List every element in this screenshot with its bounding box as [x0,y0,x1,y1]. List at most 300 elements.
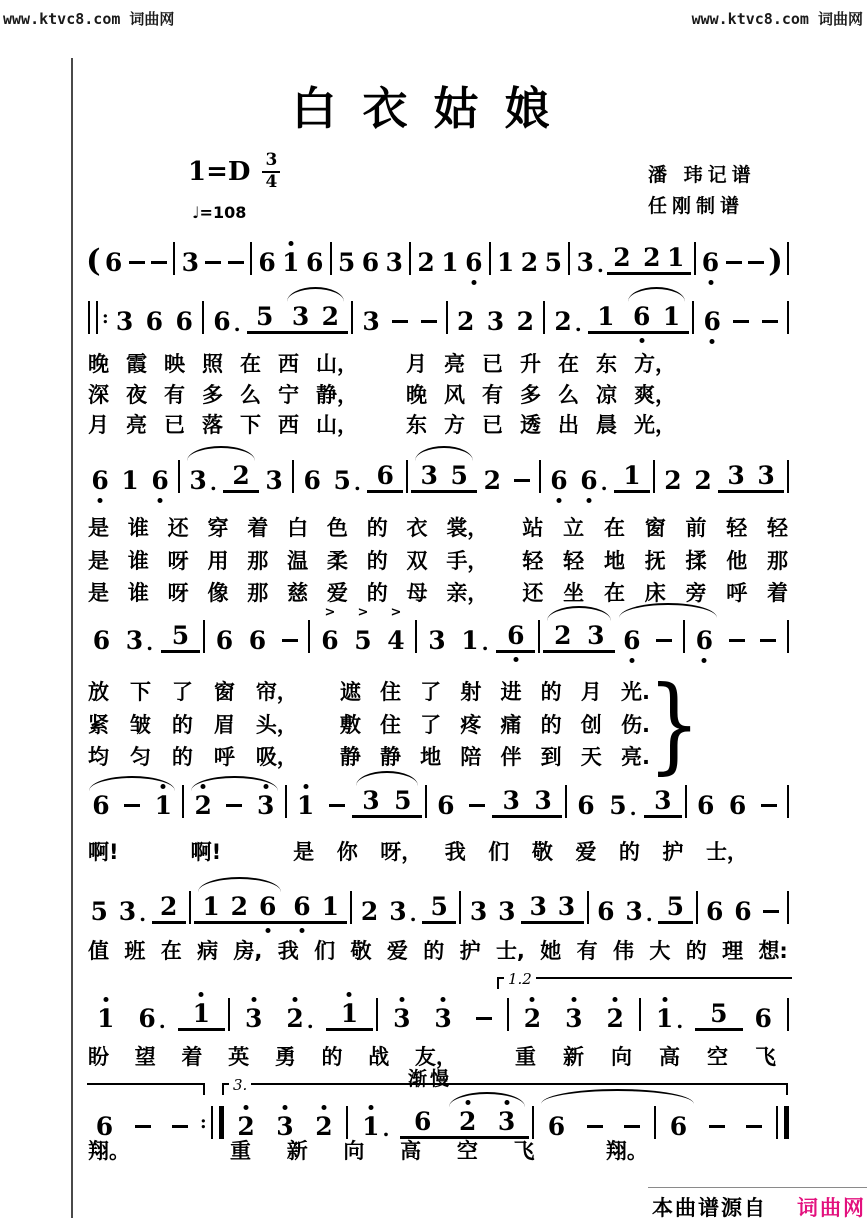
note-digit-wrap [341,1001,358,1026]
lyric-syllable: 在 [603,581,625,605]
lyric-phrase [88,516,488,540]
lyric-phrase [406,383,676,407]
note [346,605,379,655]
lyric-syllable: 大 [649,939,671,963]
note [403,1109,442,1134]
barline [203,620,205,653]
note-digit: 3 [529,892,547,921]
note-digit: 5 [666,892,685,921]
note-digit: 6 [91,466,109,495]
note-digit-wrap [362,788,379,813]
lyric-syllable: 静， [316,383,358,407]
eighth-underline-group [194,894,285,924]
lyric-syllable: 的 [685,939,707,963]
note-digit: 3 [125,626,144,655]
note-digit-wrap [393,1006,410,1031]
note-digit: 6 [728,791,747,820]
octave-dot-above [199,992,204,997]
lyric-syllable: 着 [247,516,269,540]
note-digit: 6 [376,461,394,490]
note-digit: 3 [502,786,520,815]
lyric-syllable: 值 [88,939,109,963]
barline [446,301,448,334]
duration-dash [514,479,530,482]
note-digit-wrap [554,623,571,648]
duration-dash [421,320,437,323]
note-digit-wrap [609,793,626,818]
lyric-syllable: 她 [540,939,562,963]
lyric-syllable: 在 [558,352,579,376]
note-digit: 3 [625,897,643,926]
lyric-syllable: 盼 [88,1045,109,1069]
note-digit-wrap [146,309,163,334]
note-digit-wrap [667,894,684,919]
lyric-row [88,352,676,376]
barline [543,301,545,334]
lyric-syllable: 是 [88,549,109,573]
barline [459,891,461,924]
note-digit-wrap [625,899,642,924]
lyric-syllable: 理 [722,939,744,963]
augmentation-dot: . [676,1009,684,1033]
note [494,250,518,275]
note-digit-wrap [428,628,445,653]
music-line-7 [85,997,792,1031]
note-digit: 1 [597,302,615,331]
lyric-syllable: 匀 [129,745,151,769]
eighth-underline-group [326,1001,373,1031]
dash-slot [752,628,784,653]
note [110,309,140,334]
note-digit-wrap [362,250,379,275]
volta-bracket-1-2-end [87,1083,205,1085]
note [574,468,614,493]
octave-dot-below [98,498,103,503]
lyric-syllable: 在 [160,939,182,963]
note-digit-wrap [202,894,219,919]
note-digit: 3 [362,786,380,815]
barline [539,460,541,493]
octave-dot-below [471,280,476,285]
lyric-syllable: 望 [134,1045,156,1069]
note-digit: 5 [256,302,274,331]
lyric-syllable: 高 [400,1139,422,1163]
lyric-syllable: 出 [558,413,579,437]
duration-dash [151,261,167,264]
dash-slot [722,250,744,275]
barline [787,242,789,275]
lyric-phrase [88,713,298,737]
lyric-phrase [88,413,358,437]
note-digit-wrap [172,623,189,648]
note [518,250,542,275]
duration-dash [476,1017,492,1020]
note [657,304,687,329]
note-digit: 6 [734,897,752,926]
note-digit-wrap [755,1006,772,1031]
volta-bracket-1-2 [497,970,792,988]
music-line-5 [85,784,792,818]
lyric-syllable: 班 [124,939,146,963]
lyric-syllable: 东 [406,413,427,437]
lyric-syllable: 在 [603,516,625,540]
note-digit: 3 [245,1004,263,1033]
note-digit: 6 [632,302,651,331]
lyric-syllable: 么 [558,383,579,407]
lyric-syllable: 那 [247,581,269,605]
barline [351,301,353,334]
note-digit: 2 [315,1112,333,1141]
eighth-underline-group [644,788,682,818]
lyric-syllable: 白 [287,516,309,540]
lyric-syllable: 下 [240,413,261,437]
lyric-syllable: 像 [207,581,229,605]
note [115,468,145,493]
barline [406,460,408,493]
eighth-underline-group [247,304,283,334]
note [573,250,607,275]
lyric-syllable: 的 [540,680,562,704]
lyric-syllable: 我 [277,939,299,963]
note [591,304,621,329]
note [477,468,507,493]
lyric-syllable: 还 [522,581,544,605]
octave-dot-above [282,1105,287,1110]
note [422,1006,463,1031]
note-digit-wrap [457,309,474,334]
note-digit-wrap [431,894,448,919]
lyric-syllable: 照 [202,352,223,376]
note [164,623,197,648]
note [85,628,118,653]
note [570,793,602,818]
barline [415,620,417,653]
note [241,628,274,653]
augmentation-dot: . [353,471,361,495]
note-digit-wrap [417,250,434,275]
dash-slot [756,309,784,334]
note-digit: 6 [213,307,231,336]
lyric-row [88,939,788,963]
lyric-syllable: 伤. [620,713,650,737]
lyric-syllable: 陪 [460,745,482,769]
lyric-syllable: 伴 [500,745,522,769]
note-digit: 5 [354,626,372,655]
slur-group [624,304,690,334]
octave-dot-above [293,997,298,1002]
augmentation-dot: . [209,471,217,495]
note-digit-wrap [292,304,309,329]
eighth-underline-group [445,1109,529,1139]
note-digit: 5 [90,897,108,926]
dash-slot [202,250,224,275]
barline [330,242,332,275]
barline [532,1106,534,1139]
volta-tick [497,977,499,989]
note [255,250,279,275]
lyric-syllable: 晚 [406,383,427,407]
dash-slot [757,899,784,924]
watermark-right: www.ktvc8.com 词曲网 [691,10,863,28]
barline [182,785,184,818]
note [266,1114,305,1139]
note [722,793,754,818]
parenthesis: ( [86,243,101,279]
barline [696,891,698,924]
barline [587,891,589,924]
note [615,628,648,653]
barline [787,620,789,653]
note-digit: 2 [286,1004,304,1033]
lyric-syllable: 有 [482,383,503,407]
note [85,1006,126,1031]
note-digit: 3 [497,1107,516,1136]
note-digit-wrap [498,899,515,924]
dash-slot [727,309,755,334]
octave-dot-above [530,997,535,1002]
lyric-syllable: 谁 [127,549,149,573]
augmentation-dot: . [233,312,241,336]
lyric-phrase [88,680,298,704]
note-digit: 2 [237,1112,255,1141]
note-digit: 2 [554,307,572,336]
lyric-syllable: 爽， [634,383,676,407]
note-digit-wrap [362,1114,379,1139]
note-digit-wrap [338,250,355,275]
lyric-syllable: 月 [406,352,427,376]
note-digit: 1 [121,466,139,495]
note-digit-wrap [257,793,274,818]
lyric-syllable: 在 [240,352,261,376]
note-digit-wrap [361,899,378,924]
lyric-syllable: 站 [522,516,544,540]
accent-mark: > [390,605,402,620]
lyric-syllable: 月 [88,413,109,437]
lyric-syllable: 那 [767,549,788,573]
lyric-syllable: 西 [278,352,299,376]
octave-dot-above [103,997,108,1002]
note-digit-wrap [580,468,597,493]
lyric-syllable: 坐 [563,581,585,605]
lyric-syllable: 了 [420,680,442,704]
lyric-syllable: 想: [758,939,788,963]
octave-dot-above [399,997,404,1002]
note-digit-wrap [389,899,406,924]
note-digit-wrap [175,309,192,334]
note [178,250,202,275]
note-digit-wrap [93,628,110,653]
slur-group [411,463,477,493]
note [721,463,751,488]
lyric-syllable: 的 [618,840,640,864]
note-digit: 6 [547,1112,566,1141]
eighth-underline-group [352,788,422,818]
slur-group [445,1109,529,1139]
slur-group [194,894,285,924]
note-digit-wrap [91,468,108,493]
eighth-underline-group [607,245,637,275]
note-digit: 1 [362,1112,380,1141]
octave-dot-above [504,1100,509,1105]
note-digit: 3 [389,897,407,926]
eighth-underline-group [695,1001,742,1031]
note-digit: 3 [486,307,505,336]
lyric-syllable: 翔。 [605,1139,648,1163]
parenthesis: ) [768,243,783,279]
lyric-syllable: 揉 [685,549,707,573]
note [85,468,115,493]
dash-slot [745,250,767,275]
note-digit-wrap [151,468,168,493]
lyric-row [88,516,788,540]
lyric-phrase [191,840,222,864]
lyric-syllable: 多 [202,383,223,407]
tempo-marking: ♩=108 [192,203,247,222]
lyric-phrase [522,581,788,605]
lyric-phrase [88,352,358,376]
lyric-syllable: 抚 [644,549,666,573]
note [610,245,634,270]
note [250,304,280,329]
lyric-syllable: 向 [343,1139,365,1163]
eighth-underline-group [492,788,562,818]
duration-dash [392,320,408,323]
lyric-syllable: 呀 [167,581,189,605]
note [541,250,565,275]
accent-mark: > [324,605,336,620]
note-digit: 6 [550,466,568,495]
slur-group [352,788,422,818]
lyric-syllable: 轻 [726,516,748,540]
note-digit: 6 [92,626,111,655]
eighth-underline-group [283,304,349,334]
note [288,894,316,919]
note-digit: 6 [414,1107,432,1136]
barline [692,301,694,334]
note [197,894,225,919]
lyric-phrase [293,840,748,864]
note-digit-wrap [258,250,275,275]
note [126,1006,177,1031]
note-digit: 6 [145,307,164,336]
lyric-syllable: 飞 [513,1139,535,1163]
lyric-phrase [88,383,358,407]
dash-slot [721,628,753,653]
lyric-syllable: 有 [576,939,598,963]
note-digit-wrap [529,894,546,919]
note [487,1109,526,1134]
octave-dot-below [265,928,270,933]
note-digit-wrap [387,605,405,655]
note-digit-wrap [465,250,482,275]
octave-dot-below [702,658,707,663]
note-digit-wrap [487,309,504,334]
lyric-phrase [515,1045,776,1069]
lyric-row [88,840,748,864]
note-digit-wrap [394,788,411,813]
lyric-syllable: 谁 [127,516,149,540]
lyric-syllable: 方 [444,413,465,437]
note [699,250,723,275]
lyric-syllable: 旁 [685,581,707,605]
note [664,245,688,270]
barline-thick [219,1106,224,1139]
octave-dot-below [639,338,644,343]
note-digit: 2 [194,791,212,820]
dash-slot [754,793,785,818]
dash-slot [613,1114,651,1139]
duration-dash [329,804,345,807]
barline-thick [784,1106,789,1139]
note [290,793,322,818]
note [155,894,183,919]
lyric-syllable: 啊! [88,840,119,864]
lyric-syllable: 窗 [213,680,235,704]
lyric-phrase [88,939,788,963]
lyric-syllable: 头， [255,713,298,737]
note-digit: 3 [565,1004,583,1033]
barline [683,620,685,653]
lyric-row [88,383,676,407]
octave-dot-above [347,992,352,997]
repeat-dots: : [199,1111,207,1133]
octave-dot-above [244,1105,249,1110]
note [661,894,689,919]
octave-dot-above [263,784,268,789]
note-digit-wrap [195,793,212,818]
note [448,1109,487,1134]
note-digit-wrap [119,899,136,924]
note [85,899,113,924]
note-digit: 2 [232,461,250,490]
eighth-underline-group [178,1001,225,1031]
octave-dot-below [556,498,561,503]
note-digit: 1 [154,791,173,820]
note-digit: 2 [554,621,572,650]
barline [211,1106,213,1139]
dash-slot [386,309,414,334]
lyric-syllable: 敬 [350,939,372,963]
note-digit: 6 [175,307,193,336]
note-digit-wrap [606,1006,623,1031]
note-digit: 2 [160,892,178,921]
note [627,304,657,329]
volta-label: 3. [229,1076,251,1094]
note-digit: 6 [754,1004,772,1033]
note-digit: 6 [696,791,715,820]
note-digit-wrap [96,1114,113,1139]
music-line-4 [85,605,792,655]
slur-group [615,620,721,653]
lyric-syllable: 亮 [444,352,465,376]
slur-group [283,304,349,334]
barline [409,242,411,275]
note-digit: 6 [669,1112,688,1141]
accent-mark: > [357,605,369,620]
note [227,1114,266,1139]
note [316,894,344,919]
note-digit: 3 [181,248,200,277]
eighth-underline-group [400,1109,445,1139]
lyric-syllable: 柔 [326,549,348,573]
note [743,1006,784,1031]
note [183,468,223,493]
lyric-syllable: 温 [287,549,309,573]
note-digit: 2 [458,1107,477,1136]
duration-dash [733,320,749,323]
note-digit-wrap [322,894,339,919]
lyric-syllable: 母 [406,581,428,605]
